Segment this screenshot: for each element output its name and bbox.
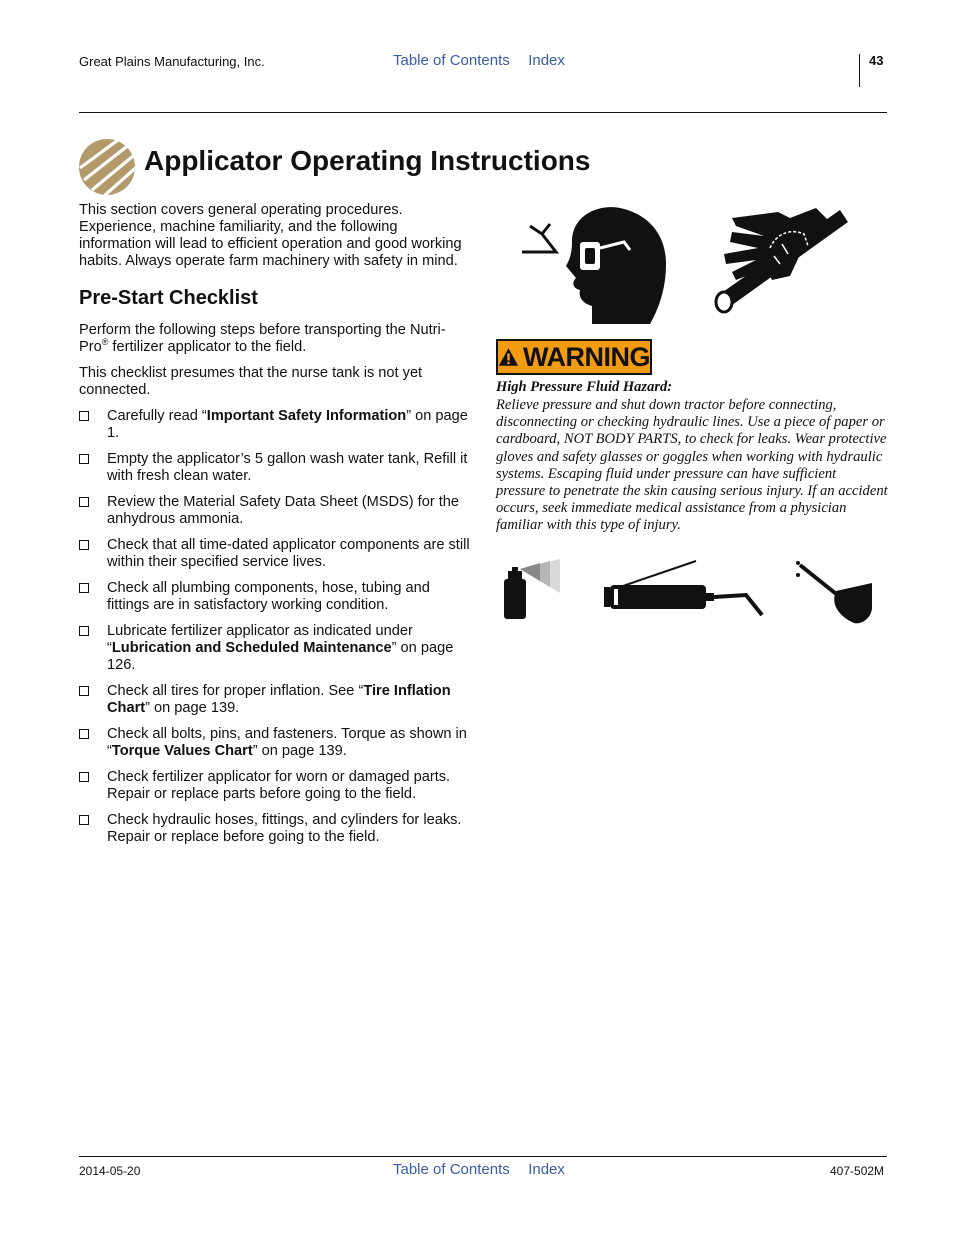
pre-start-checklist: [79, 408, 471, 846]
warning-label: WARNING: [523, 342, 650, 372]
footer-index-link[interactable]: Index: [528, 1161, 565, 1178]
hazard-title: High Pressure Fluid Hazard:: [496, 379, 673, 395]
footer-toc-link[interactable]: Table of Contents: [393, 1161, 510, 1178]
footer-doc-number: 407-502M: [830, 1164, 885, 1178]
header-nav: [393, 52, 579, 70]
footer-nav: [393, 1161, 579, 1179]
checklist-item: Check all bolts, pins, and fasteners. Torque as shown in “Torque Values Chart” on page 139.: [79, 726, 471, 760]
checklist-item: Empty the applicator’s 5 gallon wash water tank, Refill it with fresh clean water.: [79, 451, 471, 485]
grease-gun-icon: [604, 561, 762, 615]
checklist-item: Review the Material Safety Data Sheet (MSDS) for the anhydrous ammonia.: [79, 494, 471, 528]
oil-can-icon: [796, 561, 872, 623]
header-rule: [79, 112, 887, 113]
checklist-item: Lubricate fertilizer applicator as indicated under “Lubrication and Scheduled Maintenance” on page 126.: [79, 623, 471, 674]
intro-paragraph: This section covers general operating procedures. Experience, machine familiarity, and the following information will lead to efficient operation and good working habits. Always operate farm machinery with safety in mind.: [79, 202, 462, 269]
footer-rule: [79, 1156, 887, 1157]
company-name: Great Plains Manufacturing, Inc.: [79, 54, 265, 69]
header-toc-link[interactable]: Table of Contents: [393, 52, 510, 69]
checkbox-icon: [79, 729, 89, 739]
checkbox-icon: [79, 540, 89, 550]
checkbox-icon: [79, 454, 89, 464]
aerosol-spray-can-icon: [504, 559, 560, 619]
checklist-intro: Perform the following steps before transporting the Nutri-Pro® fertilizer applicator to the field.: [79, 322, 446, 355]
checklist-item: Check that all time-dated applicator components are still within their specified service lives.: [79, 537, 471, 571]
great-plains-logo-icon: [78, 138, 136, 196]
checklist-item: Check fertilizer applicator for worn or damaged parts. Repair or replace parts before going to the field.: [79, 769, 471, 803]
checklist-item: Check hydraulic hoses, fittings, and cylinders for leaks. Repair or replace before going to the field.: [79, 812, 471, 846]
checklist-item: Carefully read “Important Safety Information” on page 1.: [79, 408, 471, 442]
hand-fluid-injection-icon: [716, 208, 848, 312]
checkbox-icon: [79, 583, 89, 593]
checkbox-icon: [79, 411, 89, 421]
checklist-item: Check all tires for proper inflation. See “Tire Inflation Chart” on page 139.: [79, 683, 471, 717]
checkbox-icon: [79, 686, 89, 696]
header-index-link[interactable]: Index: [528, 52, 565, 69]
warning-pictograms-bottom: [500, 555, 880, 627]
hazard-body: Relieve pressure and shut down tractor before connecting, disconnecting or checking hydraulic lines. Use a piece of paper or cardboard, NOT BODY PARTS, to check for leaks. Wear protective gloves and safety glasses or goggles when working with hydraulic systems. Escaping fluid under pressure can have sufficient pressure to penetrate the skin causing serious injury. If an accident occurs, seek immediate medical assistance from a physician familiar with this type of injury.: [496, 397, 888, 534]
checkbox-icon: [79, 497, 89, 507]
page-number: 43: [869, 53, 884, 68]
section-heading: Pre-Start Checklist: [79, 287, 258, 309]
header-divider: [859, 54, 860, 87]
checklist-presumption: This checklist presumes that the nurse tank is not yet connected.: [79, 365, 423, 398]
footer-date: 2014-05-20: [79, 1164, 141, 1178]
eye-protection-head-icon: [522, 207, 666, 324]
left-column: [79, 202, 471, 855]
warning-triangle-icon: [498, 346, 519, 368]
page-title: Applicator Operating Instructions: [144, 145, 591, 176]
checkbox-icon: [79, 815, 89, 825]
checkbox-icon: [79, 626, 89, 636]
checkbox-icon: [79, 772, 89, 782]
warning-pictograms-top: [520, 204, 850, 324]
warning-badge: [496, 339, 652, 375]
checklist-item: Check all plumbing components, hose, tubing and fittings are in satisfactory working condition.: [79, 580, 471, 614]
